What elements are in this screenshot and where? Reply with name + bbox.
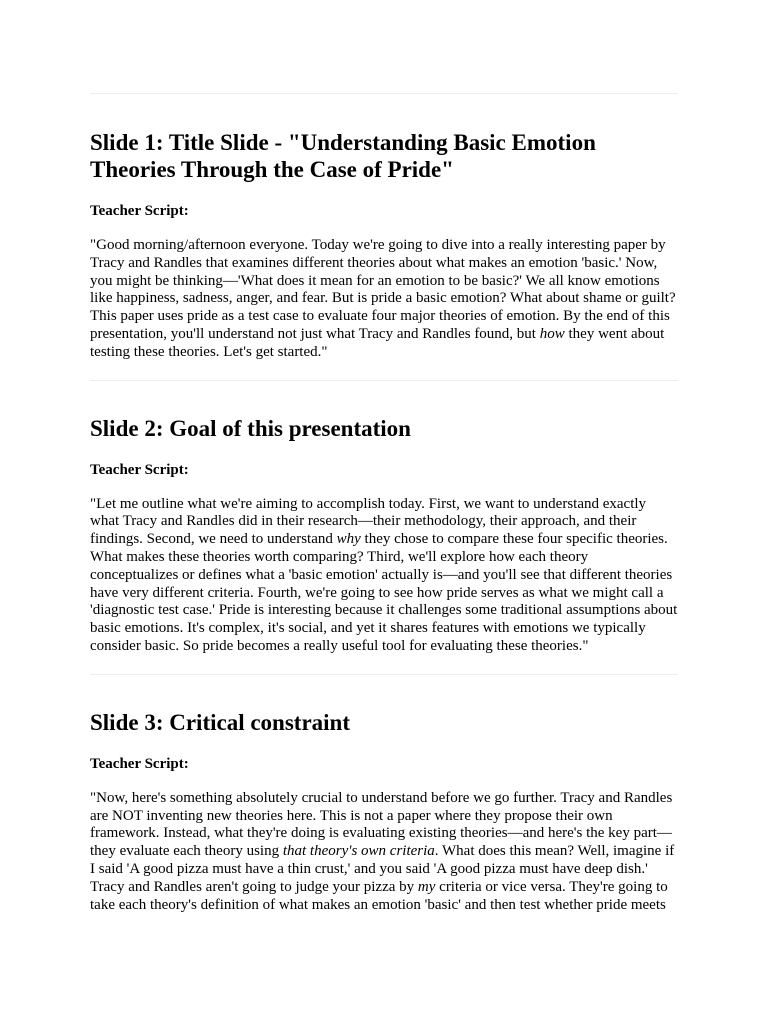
divider (90, 674, 678, 675)
script-text: "Now, here's something absolutely crucial to understand before we go further. Tracy and Randles are NOT inventing new theories here. This is not a paper where they propose their own framework. Instead, what they're doing is evaluating existing theories—and here's the key part—they evaluate each theory using (90, 789, 673, 860)
script-text: criteria or vice versa. They're going to take each theory's definition of what makes an emotion 'basic' and then test whether pride meets (90, 878, 668, 913)
slide-1-script-label: Teacher Script: (90, 203, 189, 219)
script-text: . What does this mean? Well, imagine if I said 'A good pizza must have a thin crust,' and you said 'A good pizza must have deep dish.' Tracy and Randles aren't going to judge your pizza by (90, 843, 675, 895)
slide-3-script-label: Teacher Script: (90, 755, 189, 772)
slide-1-title: Slide 1: Title Slide - "Understanding Basic Emotion Theories Through the Case of Pride" (90, 130, 596, 182)
slide-3-script-body (90, 790, 678, 915)
script-text: they chose to compare these four specific theories. What makes these theories worth comparing? Third, we'll explore how each theory conceptualizes or defines what a 'basic emotion' actually is—and you'll see that different theories have very different criteria. Fourth, we're going to see how pride serves as what we might call a 'diagnostic test case.' Pride is interesting because it challenges some traditional assumptions about basic emotions. It's complex, it's social, and yet it shares features with emotions we typically consider basic. So pride becomes a really useful tool for evaluating these theories." (90, 531, 678, 654)
script-emphasis: how (539, 325, 565, 342)
script-text: they went about testing these theories. Let's get started." (90, 325, 665, 360)
divider (90, 380, 678, 381)
slide-3-section (90, 709, 678, 915)
slide-2-section (90, 415, 678, 656)
slide-2-title: Slide 2: Goal of this presentation (90, 415, 411, 441)
script-emphasis: my (417, 878, 436, 895)
script-emphasis: that theory's own criteria (282, 843, 435, 860)
divider (90, 93, 678, 94)
slide-3-title: Slide 3: Critical constraint (90, 709, 350, 735)
slide-1-section (90, 129, 678, 362)
slide-2-script-body (90, 496, 678, 656)
document-page (90, 0, 678, 914)
slide-2-script-label: Teacher Script: (90, 461, 189, 478)
script-text: "Let me outline what we're aiming to accomplish today. First, we want to understand exactly what Tracy and Randles did in their research—their methodology, their approach, and their findings. Second, we need to understand (90, 495, 647, 548)
script-emphasis: why (336, 531, 361, 548)
slide-1-script-body (90, 237, 678, 362)
script-text: "Good morning/afternoon everyone. Today we're going to dive into a really interesting paper by Tracy and Randles that examines different theories about what makes an emotion 'basic.' Now, you might be thinking—'What does it mean for an emotion to be basic?' We all know emotions like happiness, sadness, anger, and fear. But is pride a basic emotion? What about shame or guilt? This paper uses pride as a test case to evaluate four major theories of emotion. By the end of this presentation, you'll understand not just what Tracy and Randles found, but (90, 237, 676, 342)
